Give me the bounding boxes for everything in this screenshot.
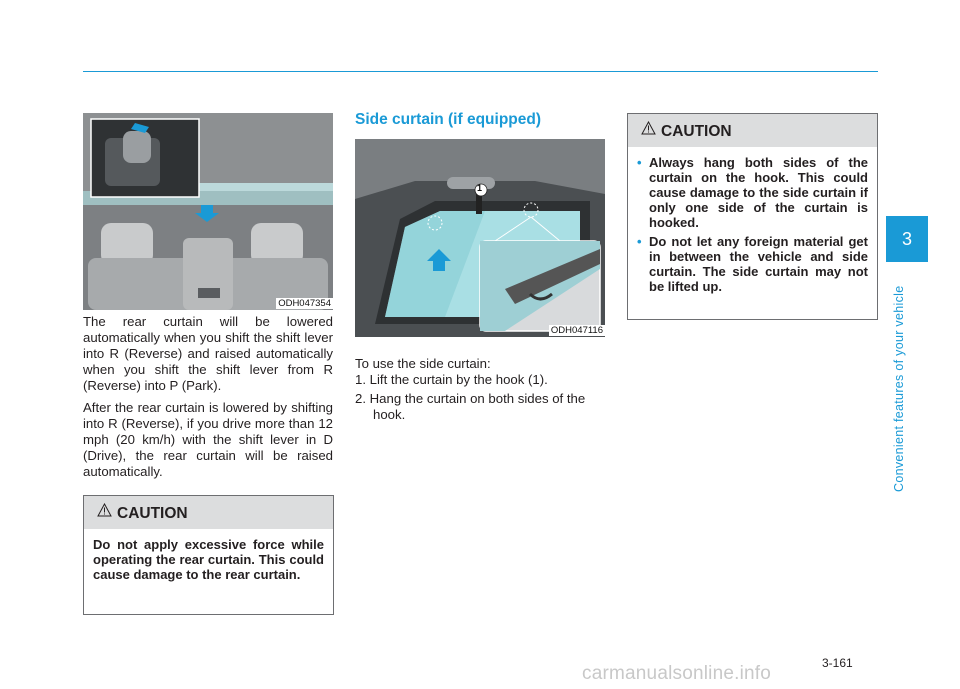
callout-label: 1 [477,183,483,193]
page-number: 3-161 [822,656,853,670]
chapter-title: Convenient features of your vehicle [892,285,906,492]
caution-list [637,155,868,294]
caution-header [628,114,877,147]
caution-item-text: Always hang both sides of the curtain on the hook. This could cause damage to the side curtain if only one side of the curtain is hooked. [649,155,868,230]
steps-list [355,372,605,426]
side-curtain-figure [355,139,605,337]
watermark: carmanualsonline.info [582,663,772,684]
header-rule [83,71,878,72]
rear-curtain-caution-box [83,495,334,615]
bullet-icon: • [637,234,642,249]
caution-item [637,155,868,230]
side-curtain-caution-box [627,113,878,320]
step-item: 2. Hang the curtain on both sides of the hook. [355,391,586,422]
caution-title: CAUTION [117,505,188,522]
caution-item [637,234,868,294]
caution-title: CAUTION [661,123,732,140]
figure-code: ODH047354 [278,298,331,309]
bullet-icon: • [637,155,642,170]
warning-icon [97,503,112,517]
warning-icon [641,121,656,135]
rear-curtain-illustration [83,113,333,310]
steps-intro: To use the side curtain: [355,356,491,371]
rear-curtain-paragraph-2: After the rear curtain is lowered by shifting into R (Reverse), if you drive more than 12 mph (20 km/h) with the shift lever in D (Drive), the rear curtain will be raised automatically. [83,400,333,479]
section-heading: Side curtain (if equipped) [355,111,542,128]
rear-curtain-figure [83,113,333,310]
step-item: 1. Lift the curtain by the hook (1). [355,372,548,387]
side-curtain-illustration [355,139,605,337]
chapter-number-tab: 3 [886,216,928,262]
caution-text: Do not apply excessive force while operating the rear curtain. This could cause damage to the rear curtain. [93,537,324,582]
figure-code: ODH047116 [550,325,603,336]
rear-curtain-paragraph-1: The rear curtain will be lowered automatically when you shift the shift lever into R (Reverse) and raised automatically when you shift the shift lever from R (Reverse) into P (Park). [83,314,333,393]
caution-item-text: Do not let any foreign material get in between the vehicle and side curtain. The side curtain may not be lifted up. [649,234,868,294]
caution-header [84,496,333,529]
